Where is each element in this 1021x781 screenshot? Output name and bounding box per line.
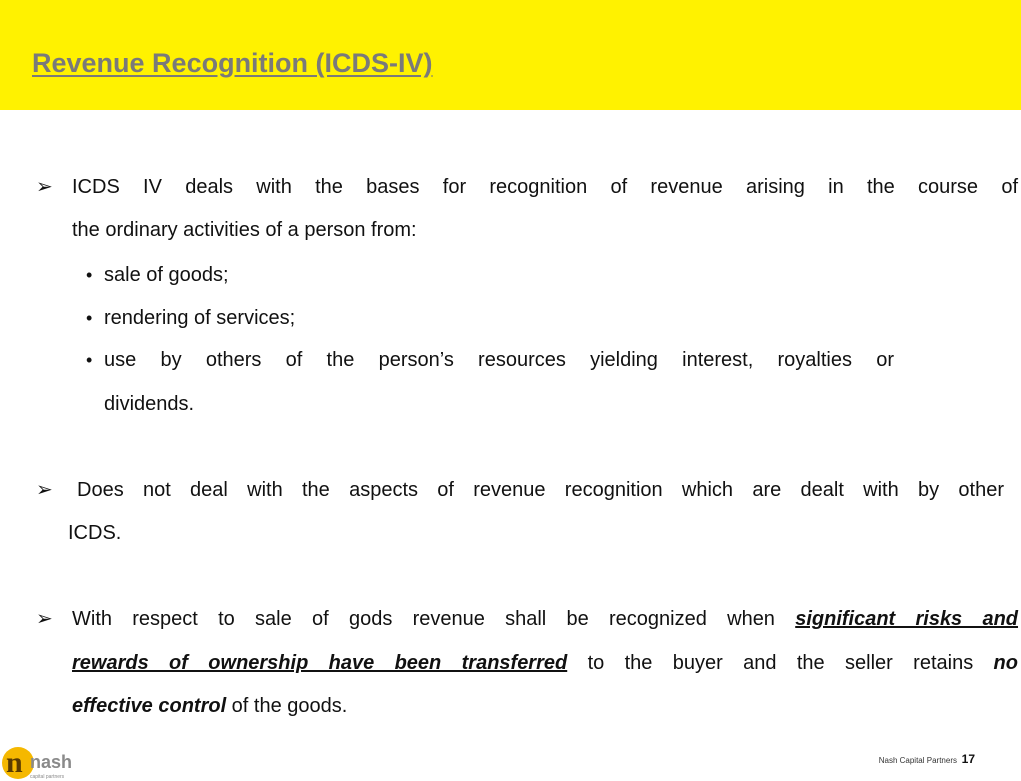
- bullet-3-text: of the goods.: [226, 695, 348, 717]
- page-number: 17: [961, 752, 975, 766]
- sub-bullet-3-line-1: use by others of the person’s resources yielding interest, royalties or: [104, 349, 894, 371]
- sub-bullet-3-line-2: dividends.: [104, 393, 195, 415]
- arrow-bullet-icon: ➢: [36, 479, 53, 501]
- nash-logo: [0, 740, 90, 781]
- bullet-dot-icon: •: [86, 350, 93, 370]
- bullet-1-line-1: ICDS IV deals with the bases for recognition of revenue arising in the course of: [72, 176, 1018, 198]
- bullet-3-line-2: [72, 651, 1018, 675]
- bullet-dot-icon: •: [86, 308, 93, 328]
- title-banner: [0, 0, 1021, 110]
- bullet-2-line-2: ICDS.: [68, 522, 122, 544]
- bullet-1-line-2: the ordinary activities of a person from:: [72, 219, 417, 241]
- sub-bullet-1: sale of goods;: [104, 264, 229, 286]
- bullet-3-text: to the buyer and the seller retains: [567, 652, 994, 674]
- logo-subtext: capital partners: [30, 774, 65, 780]
- page-title: Revenue Recognition (ICDS-IV): [32, 48, 433, 78]
- emphasis-effective-control: effective control: [72, 695, 227, 717]
- emphasis-rewards-transferred: rewards of ownership have been transferred: [72, 652, 568, 674]
- logo-text: nash: [30, 752, 73, 772]
- arrow-bullet-icon: ➢: [36, 176, 53, 198]
- footer-company: Nash Capital Partners: [878, 756, 957, 765]
- emphasis-no: no: [993, 652, 1018, 674]
- bullet-3-text: With respect to sale of gods revenue shall be recognized when: [72, 608, 796, 630]
- bullet-2-line-1: Does not deal with the aspects of revenue recognition which are dealt with by other: [77, 479, 1004, 501]
- bullet-3-line-3: [72, 694, 347, 718]
- sub-bullet-2: rendering of services;: [104, 307, 296, 329]
- emphasis-significant-risks: significant risks and: [795, 608, 1019, 630]
- svg-text:n: n: [6, 746, 23, 779]
- bullet-3-line-1: [72, 607, 1018, 631]
- bullet-dot-icon: •: [86, 265, 93, 285]
- arrow-bullet-icon: ➢: [36, 608, 53, 630]
